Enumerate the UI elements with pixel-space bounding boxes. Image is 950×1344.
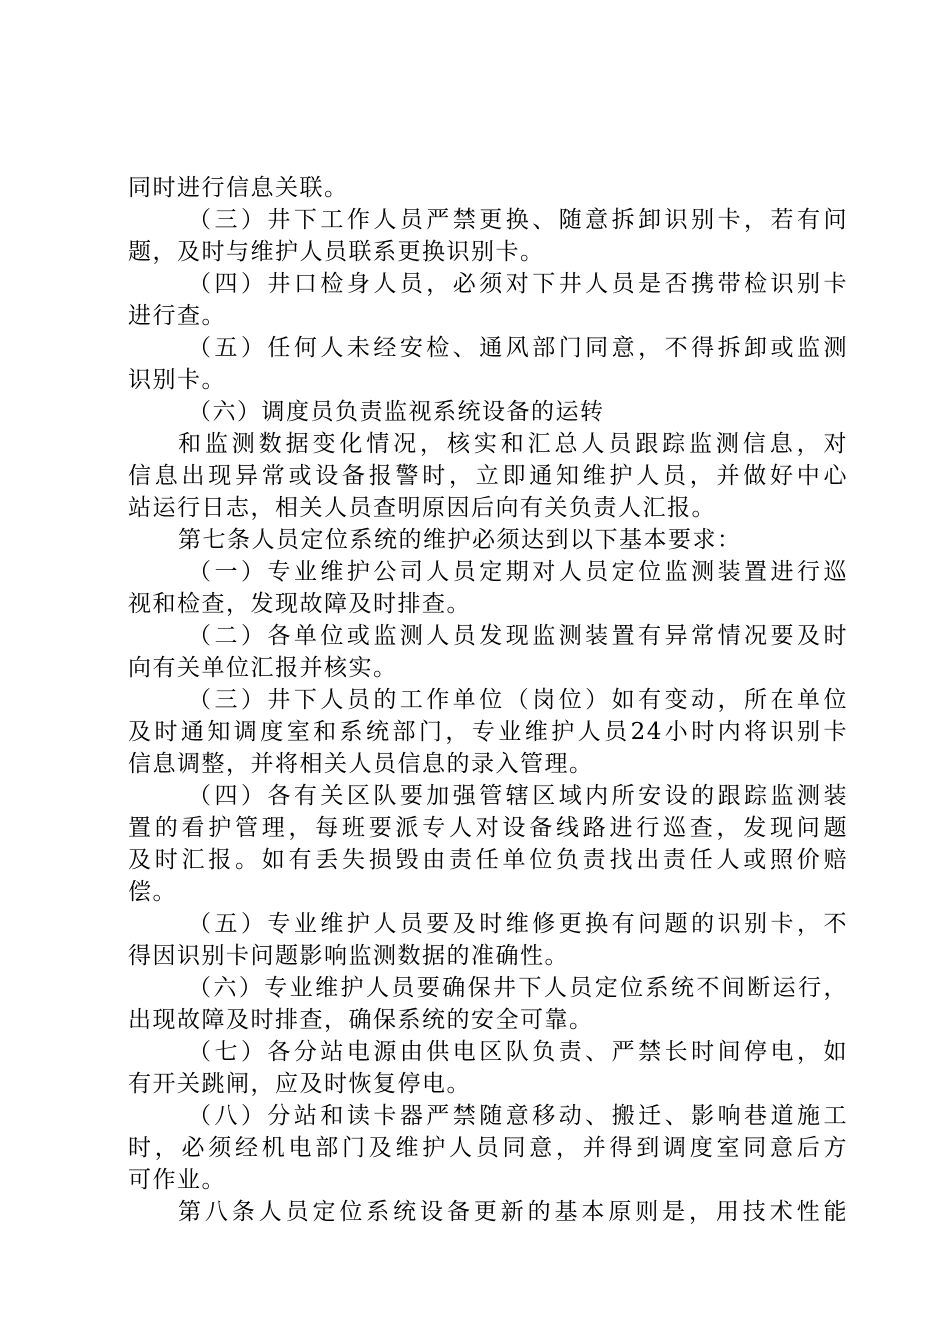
text-line: （六）专业维护人员要确保井下人员定位系统不间断运行，: [188, 975, 848, 1001]
text-line: （三）井下人员的工作单位（岗位）如有变动，所在单位: [188, 687, 848, 713]
text-line: 第七条人员定位系统的维护必须达到以下基本要求：: [178, 527, 742, 553]
text-line: （一）专业维护公司人员定期对人员定位监测装置进行巡: [188, 559, 848, 585]
text-line: 可作业。: [128, 1167, 226, 1193]
document-body: [128, 172, 848, 1228]
text-line: 和监测数据变化情况，核实和汇总人员跟踪监测信息，对: [178, 431, 848, 457]
text-line: 站运行日志，相关人员查明原因后向有关负责人汇报。: [128, 495, 716, 521]
text-line: （八）分站和读卡器严禁随意移动、搬迁、影响巷道施工: [188, 1103, 848, 1129]
text-line: 识别卡。: [128, 367, 226, 393]
text-line: （六）调度员负责监视系统设备的运转: [188, 399, 605, 425]
text-line: 信息出现异常或设备报警时，立即通知维护人员，并做好中心: [128, 463, 848, 489]
text-line: 出现故障及时排查，确保系统的安全可靠。: [128, 1007, 594, 1033]
text-line: （七）各分站电源由供电区队负责、严禁长时间停电，如: [188, 1039, 848, 1065]
text-line: 信息调整，并将相关人员信息的录入管理。: [128, 751, 594, 777]
text-line: （四）各有关区队要加强管辖区域内所安设的跟踪监测装: [188, 783, 848, 809]
text-line: 时，必须经机电部门及维护人员同意，并得到调度室同意后方: [128, 1135, 848, 1161]
text-line: （四）井口检身人员，必须对下井人员是否携带检识别卡: [188, 271, 848, 297]
text-line: 偿。: [128, 879, 177, 905]
text-line: 进行查。: [128, 303, 226, 329]
text-line: 同时进行信息关联。: [128, 175, 349, 201]
text-line: 及时汇报。如有丢失损毁由责任单位负责找出责任人或照价赔: [128, 847, 848, 873]
text-line: 第八条人员定位系统设备更新的基本原则是，用技术性能: [178, 1199, 848, 1225]
text-line: （三）井下工作人员严禁更换、随意拆卸识别卡，若有问: [188, 207, 848, 233]
text-line: 及时通知调度室和系统部门，专业维护人员24小时内将识别卡: [128, 719, 848, 745]
text-line: 向有关单位汇报并核实。: [128, 655, 398, 681]
text-line: 题，及时与维护人员联系更换识别卡。: [128, 239, 545, 265]
text-line: （二）各单位或监测人员发现监测装置有异常情况要及时: [188, 623, 848, 649]
text-line: （五）任何人未经安检、通风部门同意，不得拆卸或监测: [188, 335, 848, 361]
text-line: 视和检查，发现故障及时排查。: [128, 591, 471, 617]
text-line: 有开关跳闸，应及时恢复停电。: [128, 1071, 471, 1097]
text-line: 得因识别卡问题影响监测数据的准确性。: [128, 943, 569, 969]
text-line: （五）专业维护人员要及时维修更换有问题的识别卡，不: [188, 911, 848, 937]
text-line: 置的看护管理，每班要派专人对设备线路进行巡查，发现问题: [128, 815, 848, 841]
